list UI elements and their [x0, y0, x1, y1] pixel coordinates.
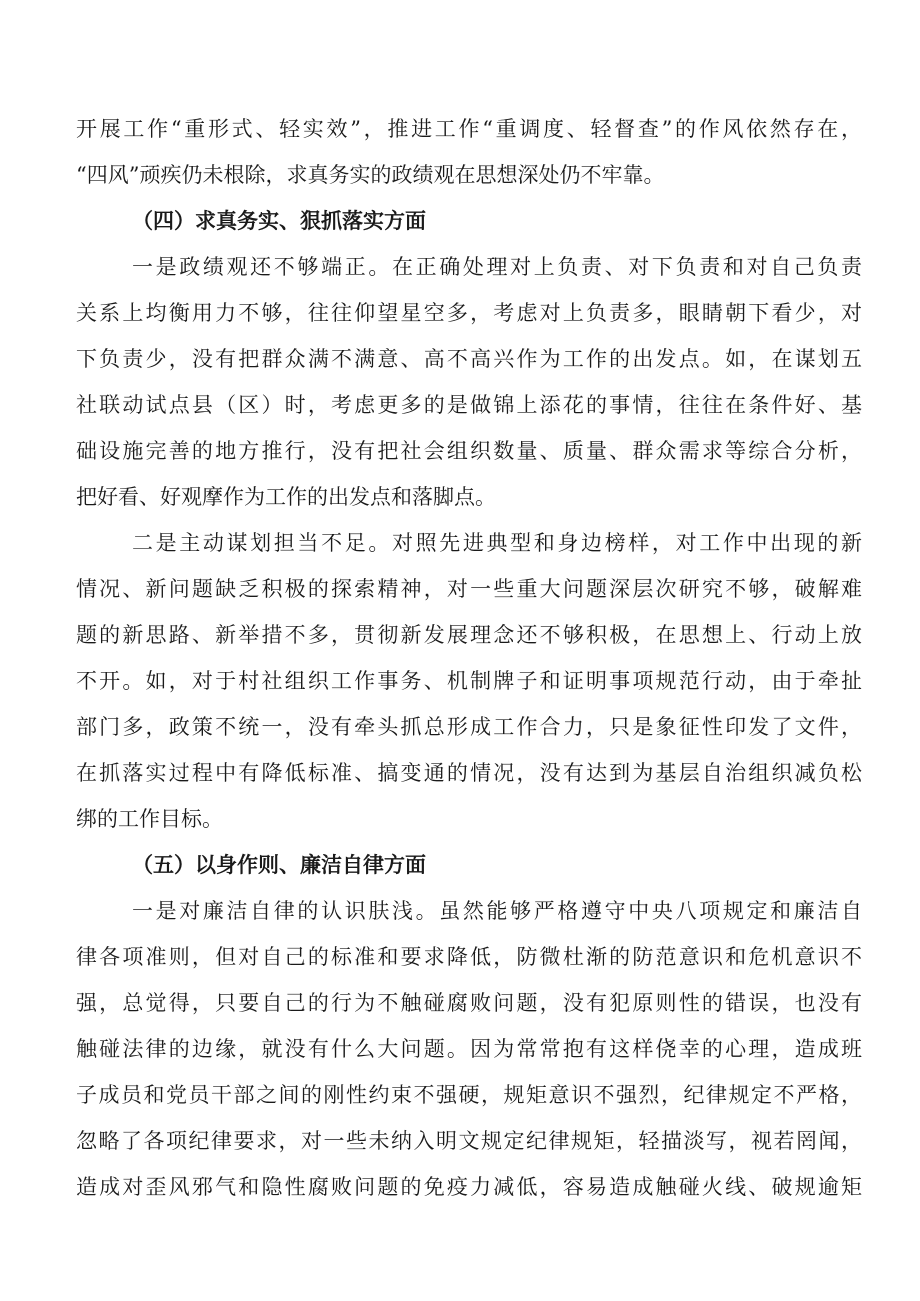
section-heading: （四）求真务实、狠抓落实方面: [132, 209, 426, 233]
text-line: 强，总觉得，只要自己的行为不触碰腐败问题，没有犯原则性的错误，也没有: [76, 991, 862, 1015]
text-line: 关系上均衡用力不够，往往仰望星空多，考虑对上负责多，眼睛朝下看少，对: [76, 301, 862, 325]
paragraph-first-line: 一是对廉洁自律的认识肤浅。虽然能够严格遵守中央八项规定和廉洁自: [132, 899, 862, 923]
text-line: 在抓落实过程中有降低标准、搞变通的情况，没有达到为基层自治组织减负松: [76, 761, 862, 785]
text-line: 忽略了各项纪律要求，对一些未纳入明文规定纪律规矩，轻描淡写，视若罔闻，: [76, 1129, 862, 1153]
text-line: 部门多，政策不统一，没有牵头抓总形成工作合力，只是象征性印发了文件，: [76, 715, 862, 739]
paragraph-last-line: 把好看、好观摩作为工作的出发点和落脚点。: [76, 485, 496, 509]
text-line: 触碰法律的边缘，就没有什么大问题。因为常常抱有这样侥幸的心理，造成班: [76, 1037, 862, 1061]
document-body: [76, 106, 862, 1210]
text-line: 题的新思路、新举措不多，贯彻新发展理念还不够积极，在思想上、行动上放: [76, 623, 862, 647]
paragraph-first-line: 二是主动谋划担当不足。对照先进典型和身边榜样，对工作中出现的新: [132, 531, 862, 555]
paragraph-first-line: 一是政绩观还不够端正。在正确处理对上负责、对下负责和对自己负责: [132, 255, 862, 279]
text-line: 情况、新问题缺乏积极的探索精神，对一些重大问题深层次研究不够，破解难: [76, 577, 862, 601]
section-heading: （五）以身作则、廉洁自律方面: [132, 853, 426, 877]
paragraph-last-line: “四风”顽疾仍未根除，求真务实的政绩观在思想深处仍不牢靠。: [76, 163, 665, 187]
text-line: 社联动试点县（区）时，考虑更多的是做锦上添花的事情，往往在条件好、基: [76, 393, 862, 417]
paragraph-last-line: 绑的工作目标。: [76, 807, 223, 831]
text-line: 子成员和党员干部之间的刚性约束不强硬，规矩意识不强烈，纪律规定不严格，: [76, 1083, 862, 1107]
text-line: 造成对歪风邪气和隐性腐败问题的免疫力减低，容易造成触碰火线、破规逾矩: [76, 1175, 862, 1199]
text-line: 律各项准则，但对自己的标准和要求降低，防微杜渐的防范意识和危机意识不: [76, 945, 862, 969]
text-line: 开展工作“重形式、轻实效”，推进工作“重调度、轻督查”的作风依然存在，: [76, 117, 862, 141]
text-line: 不开。如，对于村社组织工作事务、机制牌子和证明事项规范行动，由于牵扯: [76, 669, 862, 693]
text-line: 下负责少，没有把群众满不满意、高不高兴作为工作的出发点。如，在谋划五: [76, 347, 862, 371]
text-line: 础设施完善的地方推行，没有把社会组织数量、质量、群众需求等综合分析，: [76, 439, 862, 463]
